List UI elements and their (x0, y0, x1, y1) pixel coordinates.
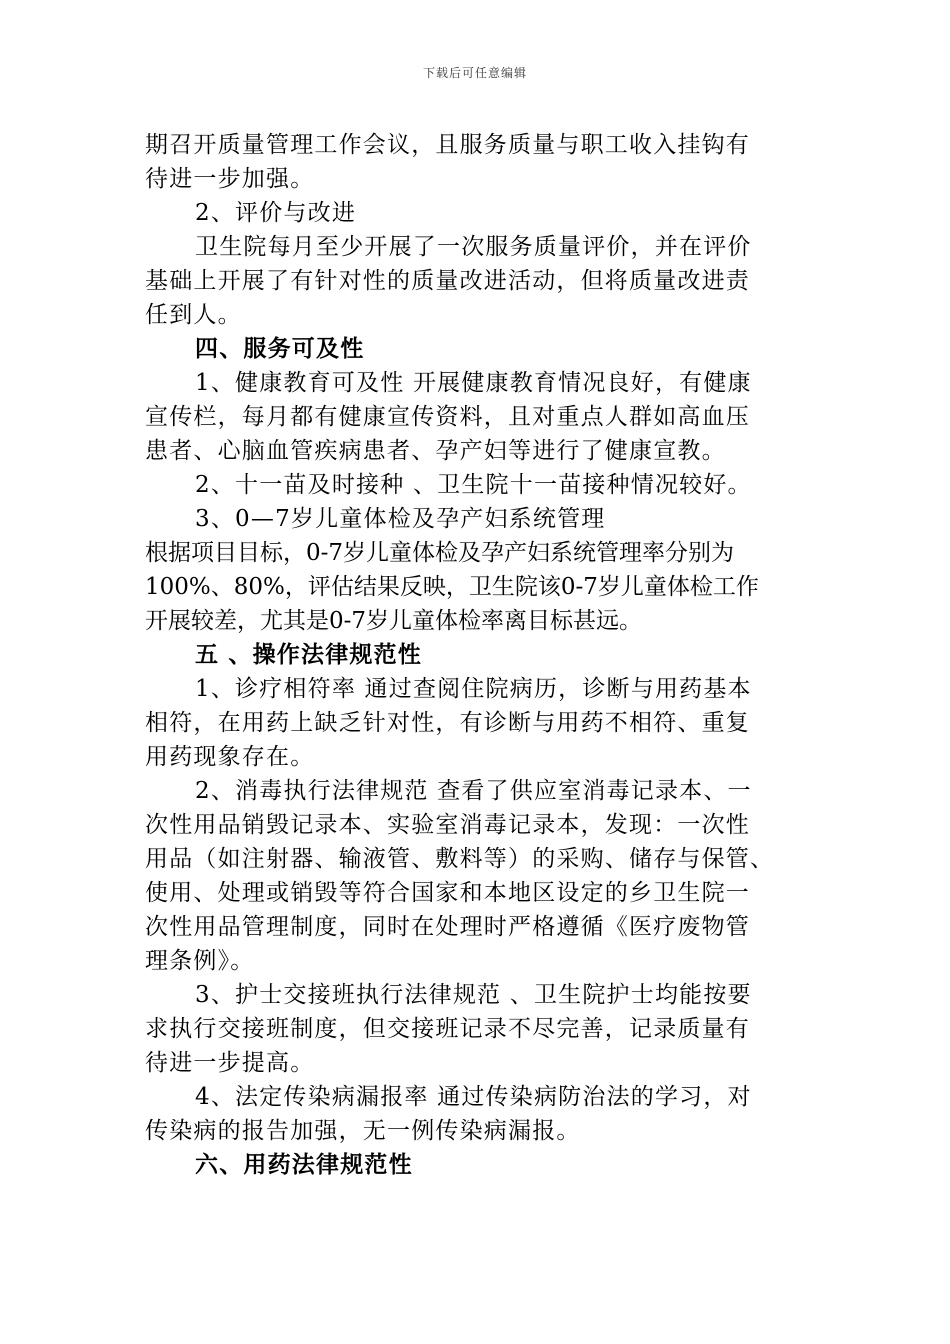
paragraph-line: 相符，在用药上缺乏针对性，有诊断与用药不相符、重复 (145, 710, 750, 736)
paragraph-line: 2、十一苗及时接种 、卫生院十一苗接种情况较好。 (195, 472, 752, 498)
section-heading: 五 、操作法律规范性 (195, 642, 423, 668)
paragraph-line: 开展较差，尤其是0-7岁儿童体检率离目标甚远。 (145, 608, 643, 634)
paragraph-line: 1、诊疗相符率 通过查阅住院病历，诊断与用药基本 (195, 676, 752, 702)
page-header-note: 下载后可任意编辑 (422, 66, 527, 80)
paragraph-line: 2、评价与改进 (195, 200, 357, 226)
section-heading: 四、服务可及性 (195, 336, 365, 362)
paragraph-line: 患者、心脑血管疾病患者、孕产妇等进行了健康宣教。 (145, 438, 726, 464)
paragraph-line: 用品（如注射器、输液管、敷料等）的采购、储存与保管、 (145, 846, 775, 872)
paragraph-line: 传染病的报告加强，无一例传染病漏报。 (145, 1118, 581, 1144)
paragraph-line: 100%、80%，评估结果反映，卫生院该0-7岁儿童体检工作 (145, 574, 759, 600)
paragraph-line: 期召开质量管理工作会议，且服务质量与职工收入挂钩有 (145, 132, 750, 158)
paragraph-line: 待进一步提高。 (145, 1050, 315, 1076)
paragraph-line: 待进一步加强。 (145, 166, 315, 192)
section-heading: 六、用药法律规范性 (195, 1152, 413, 1178)
document-body (145, 128, 805, 1182)
paragraph-line: 次性用品管理制度，同时在处理时严格遵循《医疗废物管 (145, 914, 750, 940)
paragraph-line: 基础上开展了有针对性的质量改进活动，但将质量改进责 (145, 268, 750, 294)
paragraph-line: 宣传栏，每月都有健康宣传资料，且对重点人群如高血压 (145, 404, 750, 430)
paragraph-line: 1、健康教育可及性 开展健康教育情况良好，有健康 (195, 370, 752, 396)
paragraph-line: 求执行交接班制度，但交接班记录不尽完善，记录质量有 (145, 1016, 750, 1042)
paragraph-line: 次性用品销毁记录本、实验室消毒记录本，发现：一次性 (145, 812, 750, 838)
paragraph-line: 任到人。 (145, 302, 242, 328)
paragraph-line: 3、护士交接班执行法律规范 、卫生院护士均能按要 (195, 982, 752, 1008)
paragraph-line: 理条例》。 (145, 948, 255, 974)
paragraph-line: 根据项目目标，0-7岁儿童体检及孕产妇系统管理率分别为 (145, 540, 735, 566)
paragraph-line: 使用、处理或销毁等符合国家和本地区设定的乡卫生院一 (145, 880, 750, 906)
paragraph-line: 卫生院每月至少开展了一次服务质量评价，并在评价 (195, 234, 752, 260)
paragraph-line: 用药现象存在。 (145, 744, 315, 770)
paragraph-line: 4、法定传染病漏报率 通过传染病防治法的学习，对 (195, 1084, 752, 1110)
paragraph-line: 2、消毒执行法律规范 查看了供应室消毒记录本、一 (195, 778, 752, 804)
paragraph-line: 3、0—7岁儿童体检及孕产妇系统管理 (195, 506, 606, 532)
